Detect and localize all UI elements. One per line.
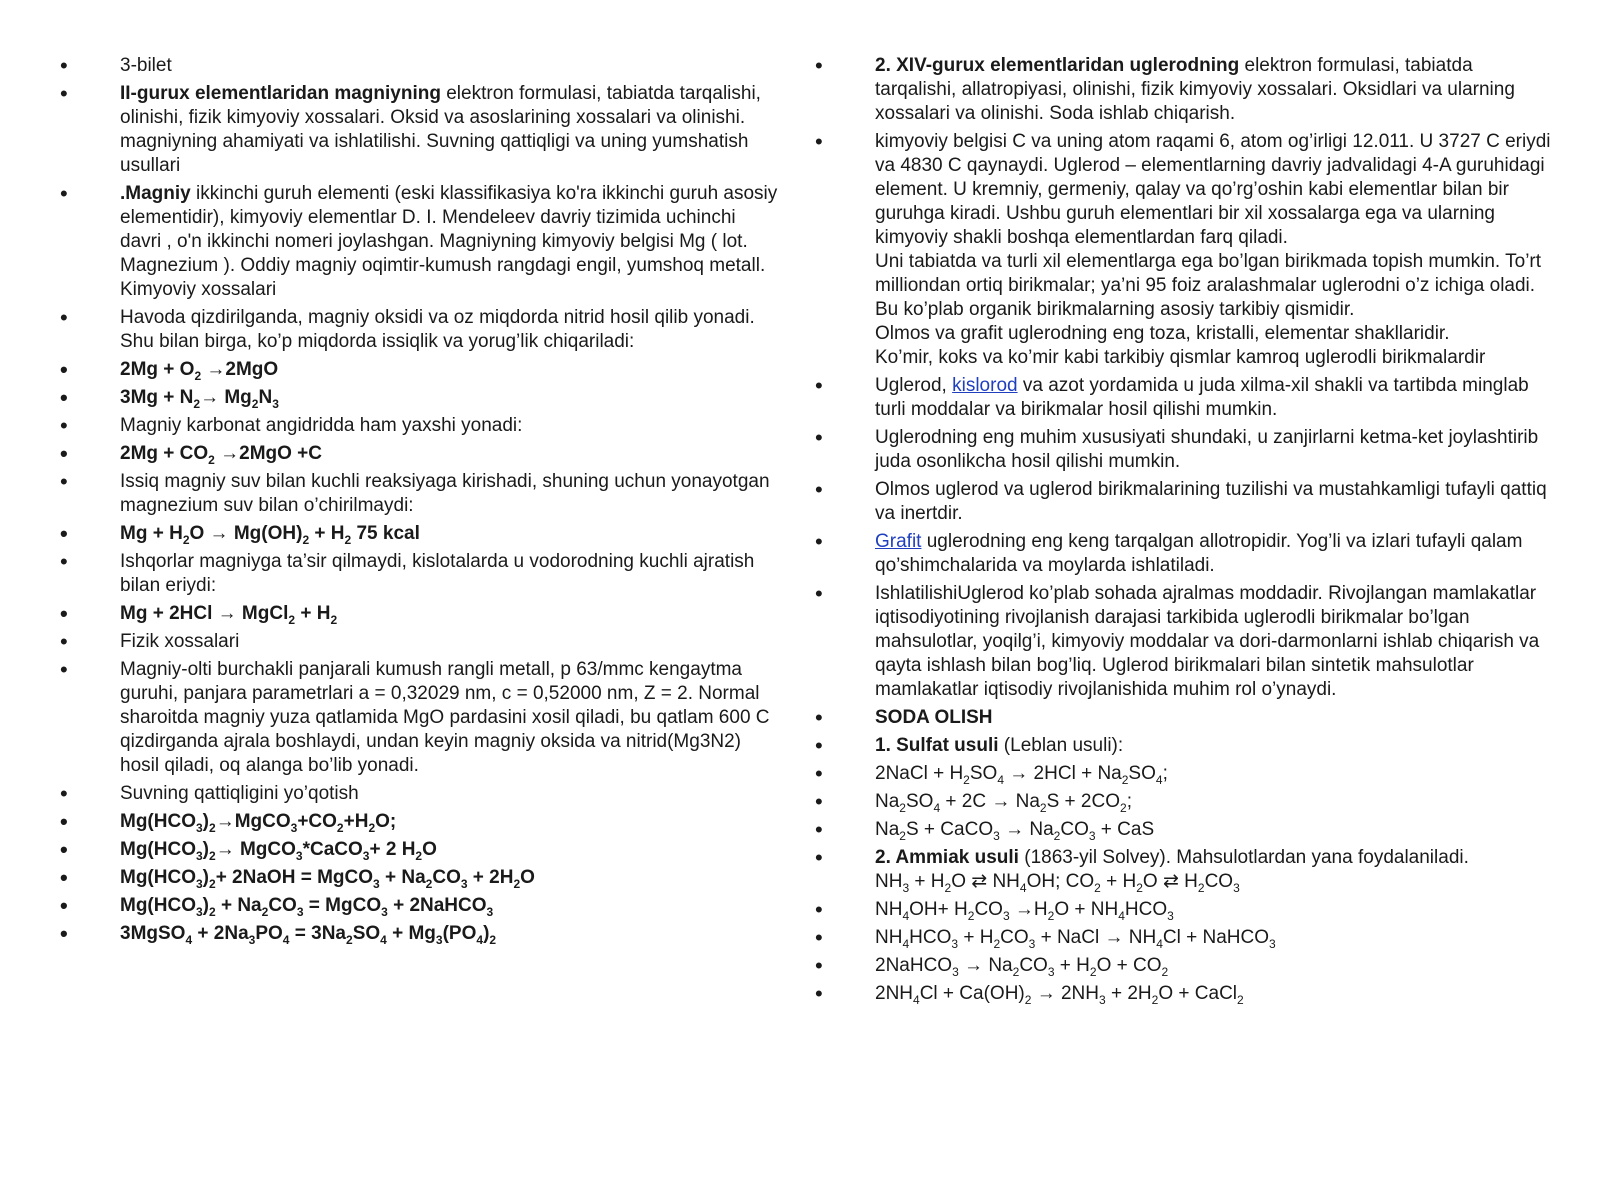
formula-part: + CaS (1095, 819, 1155, 840)
subscript: 3 (952, 964, 959, 979)
subscript: 2 (993, 936, 1001, 951)
subscript: 2 (1197, 880, 1205, 895)
subscript: 2 (1237, 992, 1244, 1007)
subscript: 3 (381, 904, 388, 919)
list-item (815, 374, 1555, 422)
formula-part: CO (1019, 955, 1048, 976)
formula-part: +CO (297, 811, 337, 832)
equation (60, 922, 780, 946)
subscript: 2 (209, 876, 216, 891)
formula-part: Mg(HCO (120, 867, 196, 888)
formula-part: Mg + 2HCl → MgCl (120, 603, 289, 624)
list-item (815, 582, 1555, 702)
formula-part: Na (875, 791, 900, 812)
reaction (815, 790, 1555, 814)
subscript: 3 (362, 848, 370, 863)
subscript: 4 (913, 992, 920, 1007)
topic-heading: 2. XIV-gurux elementlaridan uglerodning (875, 55, 1240, 76)
text-fragment: Uglerod, (875, 375, 953, 396)
subscript: 2 (899, 828, 906, 843)
subscript: 2 (1151, 992, 1159, 1007)
formula-part: + 2Na (192, 923, 249, 944)
subscript: 3 (248, 932, 256, 947)
subscript: 2 (288, 612, 296, 627)
subscript: 3 (1028, 936, 1036, 951)
section-heading: SODA OLISH (875, 707, 993, 728)
paragraph: Ishqorlar magniyga ta’sir qilmaydi, kislotalarda u vodorodning kuchli ajratish bilan eriydi: (120, 551, 755, 596)
formula-part: →2MgO (201, 359, 279, 380)
formula-part: ) (202, 895, 209, 916)
formula-part: CO (432, 867, 461, 888)
formula-part: + Mg (386, 923, 436, 944)
subscript: 2 (1053, 828, 1061, 843)
magniy-heading: .Magniy (120, 183, 191, 204)
subscript: 2 (1047, 908, 1055, 923)
list-item (815, 478, 1555, 526)
list-item (60, 658, 780, 778)
formula-part: Mg(HCO (120, 895, 196, 916)
equation (60, 894, 780, 918)
ticket-text: 3-bilet (120, 55, 172, 76)
formula-part: + 2H (467, 867, 514, 888)
subscript: 2 (1136, 880, 1143, 895)
subscript: 2 (944, 880, 952, 895)
formula-part: SO (352, 923, 381, 944)
subscript: 2 (1024, 992, 1032, 1007)
formula-part: PO (255, 923, 283, 944)
subscript: 2 (368, 820, 376, 835)
formula-part: 3MgSO (120, 923, 186, 944)
subscript: 3 (486, 904, 494, 919)
formula-part: Mg(HCO (120, 839, 196, 860)
equation (60, 810, 780, 834)
formula-part: CO (268, 895, 297, 916)
subscript: 4 (933, 800, 941, 815)
reaction (815, 982, 1555, 1006)
paragraph: Olmos uglerod va uglerod birikmalarining tuzilishi va mustahkamligi tufayli qattiq va inertdir. (875, 479, 1547, 524)
right-column (815, 54, 1555, 1010)
subscript: 2 (193, 396, 201, 411)
formula-part: + 2C → Na (940, 791, 1040, 812)
equation (60, 386, 780, 410)
formula-part: S + CaCO (905, 819, 994, 840)
subscript: 2 (963, 772, 970, 787)
formula-part: + H (909, 871, 945, 892)
formula-part: O + NH (1054, 899, 1119, 920)
formula-part: HCO (1124, 899, 1168, 920)
subscript: 3 (1047, 964, 1055, 979)
subscript: 4 (1156, 936, 1163, 951)
formula-part: 3Mg + N (120, 387, 194, 408)
subscript: 3 (195, 820, 203, 835)
equation (60, 838, 780, 862)
subscript: 2 (1089, 964, 1097, 979)
subscript: 3 (373, 876, 380, 891)
formula-part: ) (202, 811, 209, 832)
topic-text: elektron formulasi, tabiatda tarqalishi, allatropiyasi, olinishi, fizik kimyoviy xossalari. Oksidlari va ularning xossalari va olinishi. Soda ishlab chiqarish. (875, 55, 1515, 124)
formula-part: ) (202, 867, 209, 888)
equation (60, 602, 780, 626)
formula-part: 2NH (875, 983, 914, 1004)
formula-part: Mg(HCO (120, 811, 196, 832)
list-item (815, 846, 1555, 894)
formula-part: O; (375, 811, 397, 832)
paragraph: Issiq magniy suv bilan kuchli reaksiyaga kirishadi, shuning uchun yonayotgan magnezium suv bilan o’chirilmaydi: (120, 471, 770, 516)
subscript: 4 (282, 932, 290, 947)
subscript: 3 (195, 848, 203, 863)
formula-part: = MgCO (303, 895, 382, 916)
formula-part: OH; CO (1026, 871, 1095, 892)
paragraph: Uni tabiatda va turli xil elementlarga ega bo’lgan birikmada topish mumkin. To’rt milliondan ortiq birikmalar; ya’ni 95 foiz aralashmalar uglerodni o’z ichiga oladi. Bu ko’plab organik birikmalarning asosiy tarkibiy qismidir. (875, 251, 1542, 320)
subscript: 3 (460, 876, 468, 891)
formula-part: → 2HCl + Na (1004, 763, 1122, 784)
subscript: 4 (1118, 908, 1125, 923)
subscript: 3 (1233, 880, 1240, 895)
grafit-link[interactable]: Grafit (875, 531, 922, 552)
formula-part: O (520, 867, 535, 888)
subscript: 3 (1099, 992, 1106, 1007)
subscript: 3 (435, 932, 443, 947)
formula-part: O (422, 839, 437, 860)
formula-part: Mg + H (120, 523, 183, 544)
formula-part: →H (1009, 899, 1048, 920)
method-heading: 1. Sulfat usuli (875, 735, 999, 756)
paragraph: Olmos va grafit uglerodning eng toza, kristalli, elementar shakllaridir. (875, 323, 1450, 344)
formula-part: + 2H (1105, 983, 1152, 1004)
reaction (875, 870, 1555, 894)
formula-part: → MgCO (215, 839, 296, 860)
reaction (815, 926, 1555, 950)
subscript: 2 (330, 612, 338, 627)
subscript: 3 (272, 396, 279, 411)
formula-part: + Na (379, 867, 426, 888)
section-label: Suvning qattiqligini yo’qotish (120, 783, 359, 804)
formula-part: + 2NaOH = MgCO (215, 867, 374, 888)
subscript: 3 (296, 904, 304, 919)
formula-part: → Na (958, 955, 1013, 976)
formula-part: SO (905, 791, 934, 812)
subscript: 2 (182, 532, 190, 547)
formula-part: Cl + NaHCO (1162, 927, 1269, 948)
left-bullet-list (60, 54, 780, 946)
subscript: 2 (513, 876, 521, 891)
formula-part: + 2NaHCO (387, 895, 487, 916)
subscript: 3 (1167, 908, 1174, 923)
formula-part: O ⇄ H (1142, 871, 1198, 892)
formula-part: Cl + Ca(OH) (919, 983, 1025, 1004)
equation (60, 358, 780, 382)
formula-part: (PO (442, 923, 477, 944)
formula-part: CO (1000, 927, 1029, 948)
subscript: 2 (1094, 880, 1101, 895)
formula-part: ; (1126, 791, 1132, 812)
formula-part: ) (202, 839, 209, 860)
list-item (815, 54, 1555, 126)
formula-part: *CaCO (302, 839, 363, 860)
subscript: 2 (194, 368, 202, 383)
topic-heading: II-gurux elementlaridan magniyning (120, 83, 441, 104)
subscript: 2 (209, 904, 216, 919)
formula-part: ) (483, 923, 490, 944)
formula-part: CO (1204, 871, 1234, 892)
kislorod-link[interactable]: kislorod (952, 375, 1018, 396)
formula-part: →MgCO (215, 811, 291, 832)
list-item (60, 82, 780, 178)
subscript: 2 (251, 396, 259, 411)
method-heading: 2. Ammiak usuli (875, 847, 1019, 868)
subscript: 3 (902, 880, 910, 895)
list-item (60, 182, 780, 302)
list-item (60, 630, 780, 654)
formula-part: CO (1060, 819, 1089, 840)
subscript: 2 (344, 532, 352, 547)
subscript: 4 (902, 936, 910, 951)
magniy-text: ikkinchi guruh elementi (eski klassifikasiya ko'ra ikkinchi guruh asosiy elementidir), kimyoviy elementlar D. I. Mendeleev davriy tizimida uchinchi davri , o'n ikkinchi nomeri joylashgan. Magniyning kimyoviy belgisi Mg ( lot. Magnezium ). Oddiy magniy oqimtir-kumush rangdagi engil, yumshoq metall. Kimyoviy xossalari (120, 183, 778, 300)
formula-part: CO (974, 899, 1003, 920)
subscript: 2 (899, 800, 906, 815)
subscript: 4 (1155, 772, 1163, 787)
formula-part: →2MgO +C (214, 443, 322, 464)
paragraph: • kimyoviy belgisi C va uning atom raqami 6, atom og’irligi 12.011. U 3727 C eriydi va 4830 C qaynaydi. Uglerod – elementlarning davriy jadvalidagi 4-A guruhidagi element. U kremniy, germeniy, qalay va qo’rg’oshin kabi elementlar bilan bir guruhga kiradi. Ushbu guruh elementlari bir xil xossalarga ega va ularning kimyoviy shakli boshqa elementlardan farq qiladi. (875, 131, 1551, 248)
reaction (815, 954, 1555, 978)
formula-part: O ⇄ NH (951, 871, 1020, 892)
formula-part: ; (1162, 763, 1168, 784)
reaction (815, 762, 1555, 786)
formula-part: 2Mg + CO (120, 443, 209, 464)
formula-part: NH (875, 899, 903, 920)
topic-text: elektron formulasi, tabiatda tarqalishi, olinishi, fizik kimyoviy xossalari. Oksid va asoslarining xossalari va olinishi. magniyning ahamiyati va ishlatilishi. Suvning qattiqligi va uning yumshatish usullari (120, 83, 761, 176)
formula-part: 2NaCl + H (875, 763, 964, 784)
subscript: 2 (1012, 964, 1020, 979)
subscript: 3 (290, 820, 298, 835)
subscript: 4 (902, 908, 910, 923)
formula-part: + H (309, 523, 345, 544)
formula-part: OH+ H (909, 899, 968, 920)
formula-part: O → Mg(OH) (189, 523, 303, 544)
formula-part: S + 2CO (1046, 791, 1121, 812)
subscript: 2 (1120, 800, 1127, 815)
formula-part: → Mg (200, 387, 252, 408)
subscript: 4 (380, 932, 387, 947)
formula-part: → Na (999, 819, 1054, 840)
subscript: 3 (295, 848, 303, 863)
subscript: 2 (336, 820, 344, 835)
formula-part: + NaCl → NH (1035, 927, 1157, 948)
formula-part: + H (1054, 955, 1090, 976)
subscript: 2 (261, 904, 269, 919)
subscript: 3 (951, 936, 959, 951)
list-item (815, 426, 1555, 474)
formula-part: 75 kcal (351, 523, 420, 544)
subscript: 4 (997, 772, 1004, 787)
list-item (60, 470, 780, 518)
equation (60, 522, 780, 546)
text-fragment: va azot yordamida u juda xilma-xil shakli va tartibda minglab turli moddalar va birikmalar hosil qilishi mumkin. (875, 375, 1529, 420)
formula-part: O + CaCl (1158, 983, 1238, 1004)
list-item (60, 550, 780, 598)
subscript: 3 (1002, 908, 1010, 923)
subscript: 3 (195, 876, 203, 891)
subscript: 3 (195, 904, 203, 919)
subscript: 2 (208, 452, 215, 467)
paragraph: IshlatilishiUglerod ko’plab sohada ajralmas moddadir. Rivojlangan mamlakatlar iqtisodiyotining rivojlanish darajasi tarkibida uglerodli birikmalar bo’lgan mahsulotlar, yoqilg’i, kimyoviy moddalar va dori-darmonlarni ishlab chiqarish va qayta ishlash bilan bog’liq. Uglerod birikmalari bilan sintetik mahsulotlar mamlakatlar iqtisodiy rivojlanishida muhim rol o’ynaydi. (875, 583, 1540, 700)
method-text: (Leblan usuli): (998, 735, 1124, 756)
list-item (60, 782, 780, 806)
ticket-title (60, 54, 780, 78)
subscript: 2 (209, 848, 216, 863)
formula-part: 2Mg + O (120, 359, 195, 380)
subscript: 2 (425, 876, 433, 891)
formula-part: + H (958, 927, 994, 948)
subscript: 2 (1161, 964, 1169, 979)
formula-part: 2NaHCO (875, 955, 953, 976)
formula-part: → 2NH (1031, 983, 1100, 1004)
formula-part: Na (875, 819, 900, 840)
formula-part: N (258, 387, 273, 408)
formula-part: NH (875, 871, 903, 892)
subscript: 4 (476, 932, 484, 947)
formula-part: NH (875, 927, 903, 948)
subscript: 3 (1269, 936, 1276, 951)
reaction (815, 818, 1555, 842)
paragraph: Uglerodning eng muhim xususiyati shundaki, u zanjirlarni ketma-ket joylashtirib juda osonlikcha hosil qilishi mumkin. (875, 427, 1539, 472)
subscript: 3 (1088, 828, 1096, 843)
paragraph: Magniy karbonat angidridda ham yaxshi yonadi: (120, 415, 523, 436)
section-label: Fizik xossalari (120, 631, 240, 652)
formula-part: +H (343, 811, 369, 832)
subscript: 2 (1121, 772, 1129, 787)
list-item (815, 706, 1555, 730)
formula-part: + H (1100, 871, 1137, 892)
formula-part: + H (295, 603, 331, 624)
list-item (815, 734, 1555, 758)
reaction (815, 898, 1555, 922)
equation (60, 866, 780, 890)
formula-part: SO (969, 763, 998, 784)
formula-part: = 3Na (289, 923, 346, 944)
paragraph: Ko’mir, koks va ko’mir kabi tarkibiy qismlar kamroq uglerodli birikmalardir (875, 347, 1486, 368)
subscript: 3 (993, 828, 1000, 843)
paragraph: Havoda qizdirilganda, magniy oksidi va oz miqdorda nitrid hosil qilib yonadi. Shu bilan birga, ko’p miqdorda issiqlik va yorug’lik chiqariladi: (120, 307, 755, 352)
list-item (60, 414, 780, 438)
formula-part: HCO (909, 927, 952, 948)
subscript: 2 (1039, 800, 1047, 815)
subscript: 2 (489, 932, 497, 947)
right-bullet-list (815, 54, 1555, 1006)
formula-part: + 2 H (369, 839, 416, 860)
formula-part: SO (1128, 763, 1156, 784)
text-fragment: uglerodning eng keng tarqalgan allotropidir. Yog’li va izlari tufayli qalam qo’shimchalarida va moylarda ishlatiladi. (875, 531, 1523, 576)
paragraph: Magniy-olti burchakli panjarali kumush rangli metall, p 63/mmc kengaytma guruhi, panjara parametrlari a = 0,32029 nm, c = 0,52000 nm, Z = 2. Normal sharoitda magniy yuza qatlamida MgO pardasini xosil qiladi, bu qatlam 600 C qizdirganda ajrala boshlaydi, undan keyin magniy oksida va nitrid(Mg3N2) hosil qiladi, oq alanga bo’lib yonadi. (120, 659, 770, 776)
subscript: 2 (209, 820, 216, 835)
list-item (815, 530, 1555, 578)
subscript: 4 (1019, 880, 1027, 895)
list-item (815, 130, 1555, 370)
formula-part: O + CO (1096, 955, 1162, 976)
equation (60, 442, 780, 466)
formula-part: + Na (215, 895, 262, 916)
list-item (60, 306, 780, 354)
subscript: 2 (415, 848, 423, 863)
left-column (60, 54, 780, 950)
subscript: 2 (302, 532, 310, 547)
subscript: 2 (346, 932, 353, 947)
subscript: 4 (185, 932, 193, 947)
method-text: (1863-yil Solvey). Mahsulotlardan yana foydalaniladi. (1018, 847, 1469, 868)
subscript: 2 (967, 908, 975, 923)
